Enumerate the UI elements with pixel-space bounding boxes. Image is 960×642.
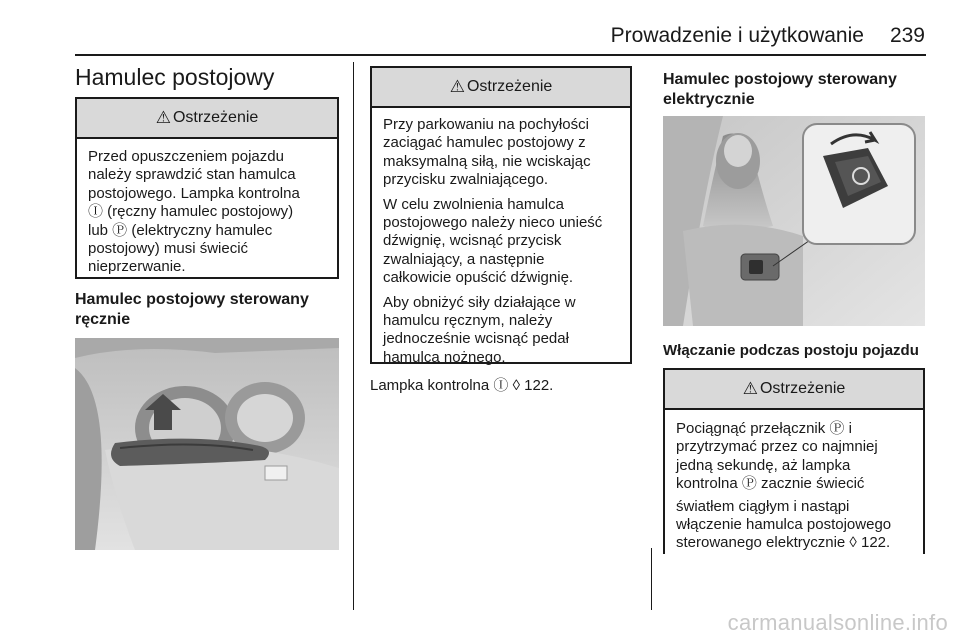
warning-header [665, 370, 923, 410]
warning-line: W celu zwolnienia hamulca [383, 195, 564, 213]
warning-title: Ostrzeżenie [759, 380, 846, 397]
warning-title: Ostrzeżenie [172, 109, 259, 126]
warning-line: zwalniający, a następnie [383, 250, 545, 268]
warning-line: przycisku zwalniającego. [383, 171, 549, 189]
warning-line: zaciągać hamulec postojowy z [383, 134, 586, 152]
manual-brake-heading [75, 290, 309, 330]
warning-line: hamulcu ręcznym, należy [383, 312, 553, 330]
electric-brake-illustration [663, 116, 925, 326]
warning-line: hamulca nożnego. [383, 348, 506, 366]
warning-paragraph [383, 116, 619, 190]
warning-paragraph [676, 498, 912, 553]
warning-line: postojowy) musi świecić [88, 240, 249, 258]
header-rule [75, 54, 926, 56]
warning-line: nieprzerwanie. [88, 258, 186, 276]
warning-line: sterowanego elektrycznie ◊ 122. [676, 534, 891, 552]
warning-line: lub Ⓟ (elektryczny hamulec [88, 221, 273, 239]
warning-header [77, 99, 337, 139]
warning-line: przytrzymać przez co najmniej [676, 438, 878, 456]
warning-line: Przed opuszczeniem pojazdu [88, 148, 284, 165]
watermark: carmanualsonline.info [727, 610, 948, 635]
warning-line: całkowicie opuścić dźwignię. [383, 269, 574, 287]
warning-paragraph [383, 196, 619, 288]
column-divider [353, 62, 354, 610]
photo-caption: Włączanie podczas postoju pojazdu [663, 342, 919, 359]
warning-line: maksymalną siłą, nie wciskając [383, 152, 591, 170]
warning-line: Aby obniżyć siły działające w [383, 293, 576, 311]
warning-triangle-icon: ⚠ [742, 379, 758, 398]
warning-line: jednocześnie wcisnąć pedał [383, 330, 569, 348]
section-title: Prowadzenie i użytkowanie [610, 24, 864, 47]
warning-line: postojowego należy nieco unieść [383, 214, 603, 232]
warning-line: jedną sekundę, aż lampka [676, 456, 851, 474]
warning-box-2 [370, 66, 632, 364]
warning-paragraph [383, 294, 619, 368]
heading-line: elektrycznie [663, 91, 755, 108]
warning-line: kontrolna Ⓟ zacznie świecić [676, 475, 865, 493]
heading-line: Hamulec postojowy sterowany [663, 71, 897, 88]
warning-paragraph [676, 420, 912, 494]
warning-box-3 [663, 368, 925, 554]
warning-line: postojowego. Lampka kontrolna [88, 184, 300, 202]
warning-triangle-icon: ⚠ [155, 108, 171, 127]
warning-line: Przy parkowaniu na pochyłości [383, 116, 589, 133]
electric-brake-heading [663, 70, 897, 110]
warning-line: światłem ciągłym i nastąpi [676, 497, 850, 515]
warning-box-1 [75, 97, 339, 279]
electric-brake-photo [663, 116, 925, 326]
manual-brake-photo [75, 338, 339, 550]
warning-line: Ⓘ (ręczny hamulec postojowy) [88, 203, 294, 221]
warning-line: należy sprawdzić stan hamulca [88, 166, 296, 184]
warning-title: Ostrzeżenie [466, 78, 553, 95]
chapter-title: Hamulec postojowy [75, 64, 275, 90]
lamp-reference-text: Lampka kontrolna Ⓘ ◊ 122. [370, 377, 554, 394]
heading-line: ręcznie [75, 311, 131, 328]
column-divider-right [651, 548, 652, 610]
page-number: 239 [889, 24, 925, 47]
warning-triangle-icon: ⚠ [449, 77, 465, 96]
warning-header [372, 68, 630, 108]
warning-line: dźwignię, wcisnąć przycisk [383, 232, 562, 250]
warning-line: Pociągnąć przełącznik Ⓟ i [676, 420, 852, 437]
warning-line: włączenie hamulca postojowego [676, 516, 892, 534]
running-header [560, 24, 925, 48]
manual-brake-illustration [75, 338, 339, 550]
heading-line: Hamulec postojowy sterowany [75, 291, 309, 308]
